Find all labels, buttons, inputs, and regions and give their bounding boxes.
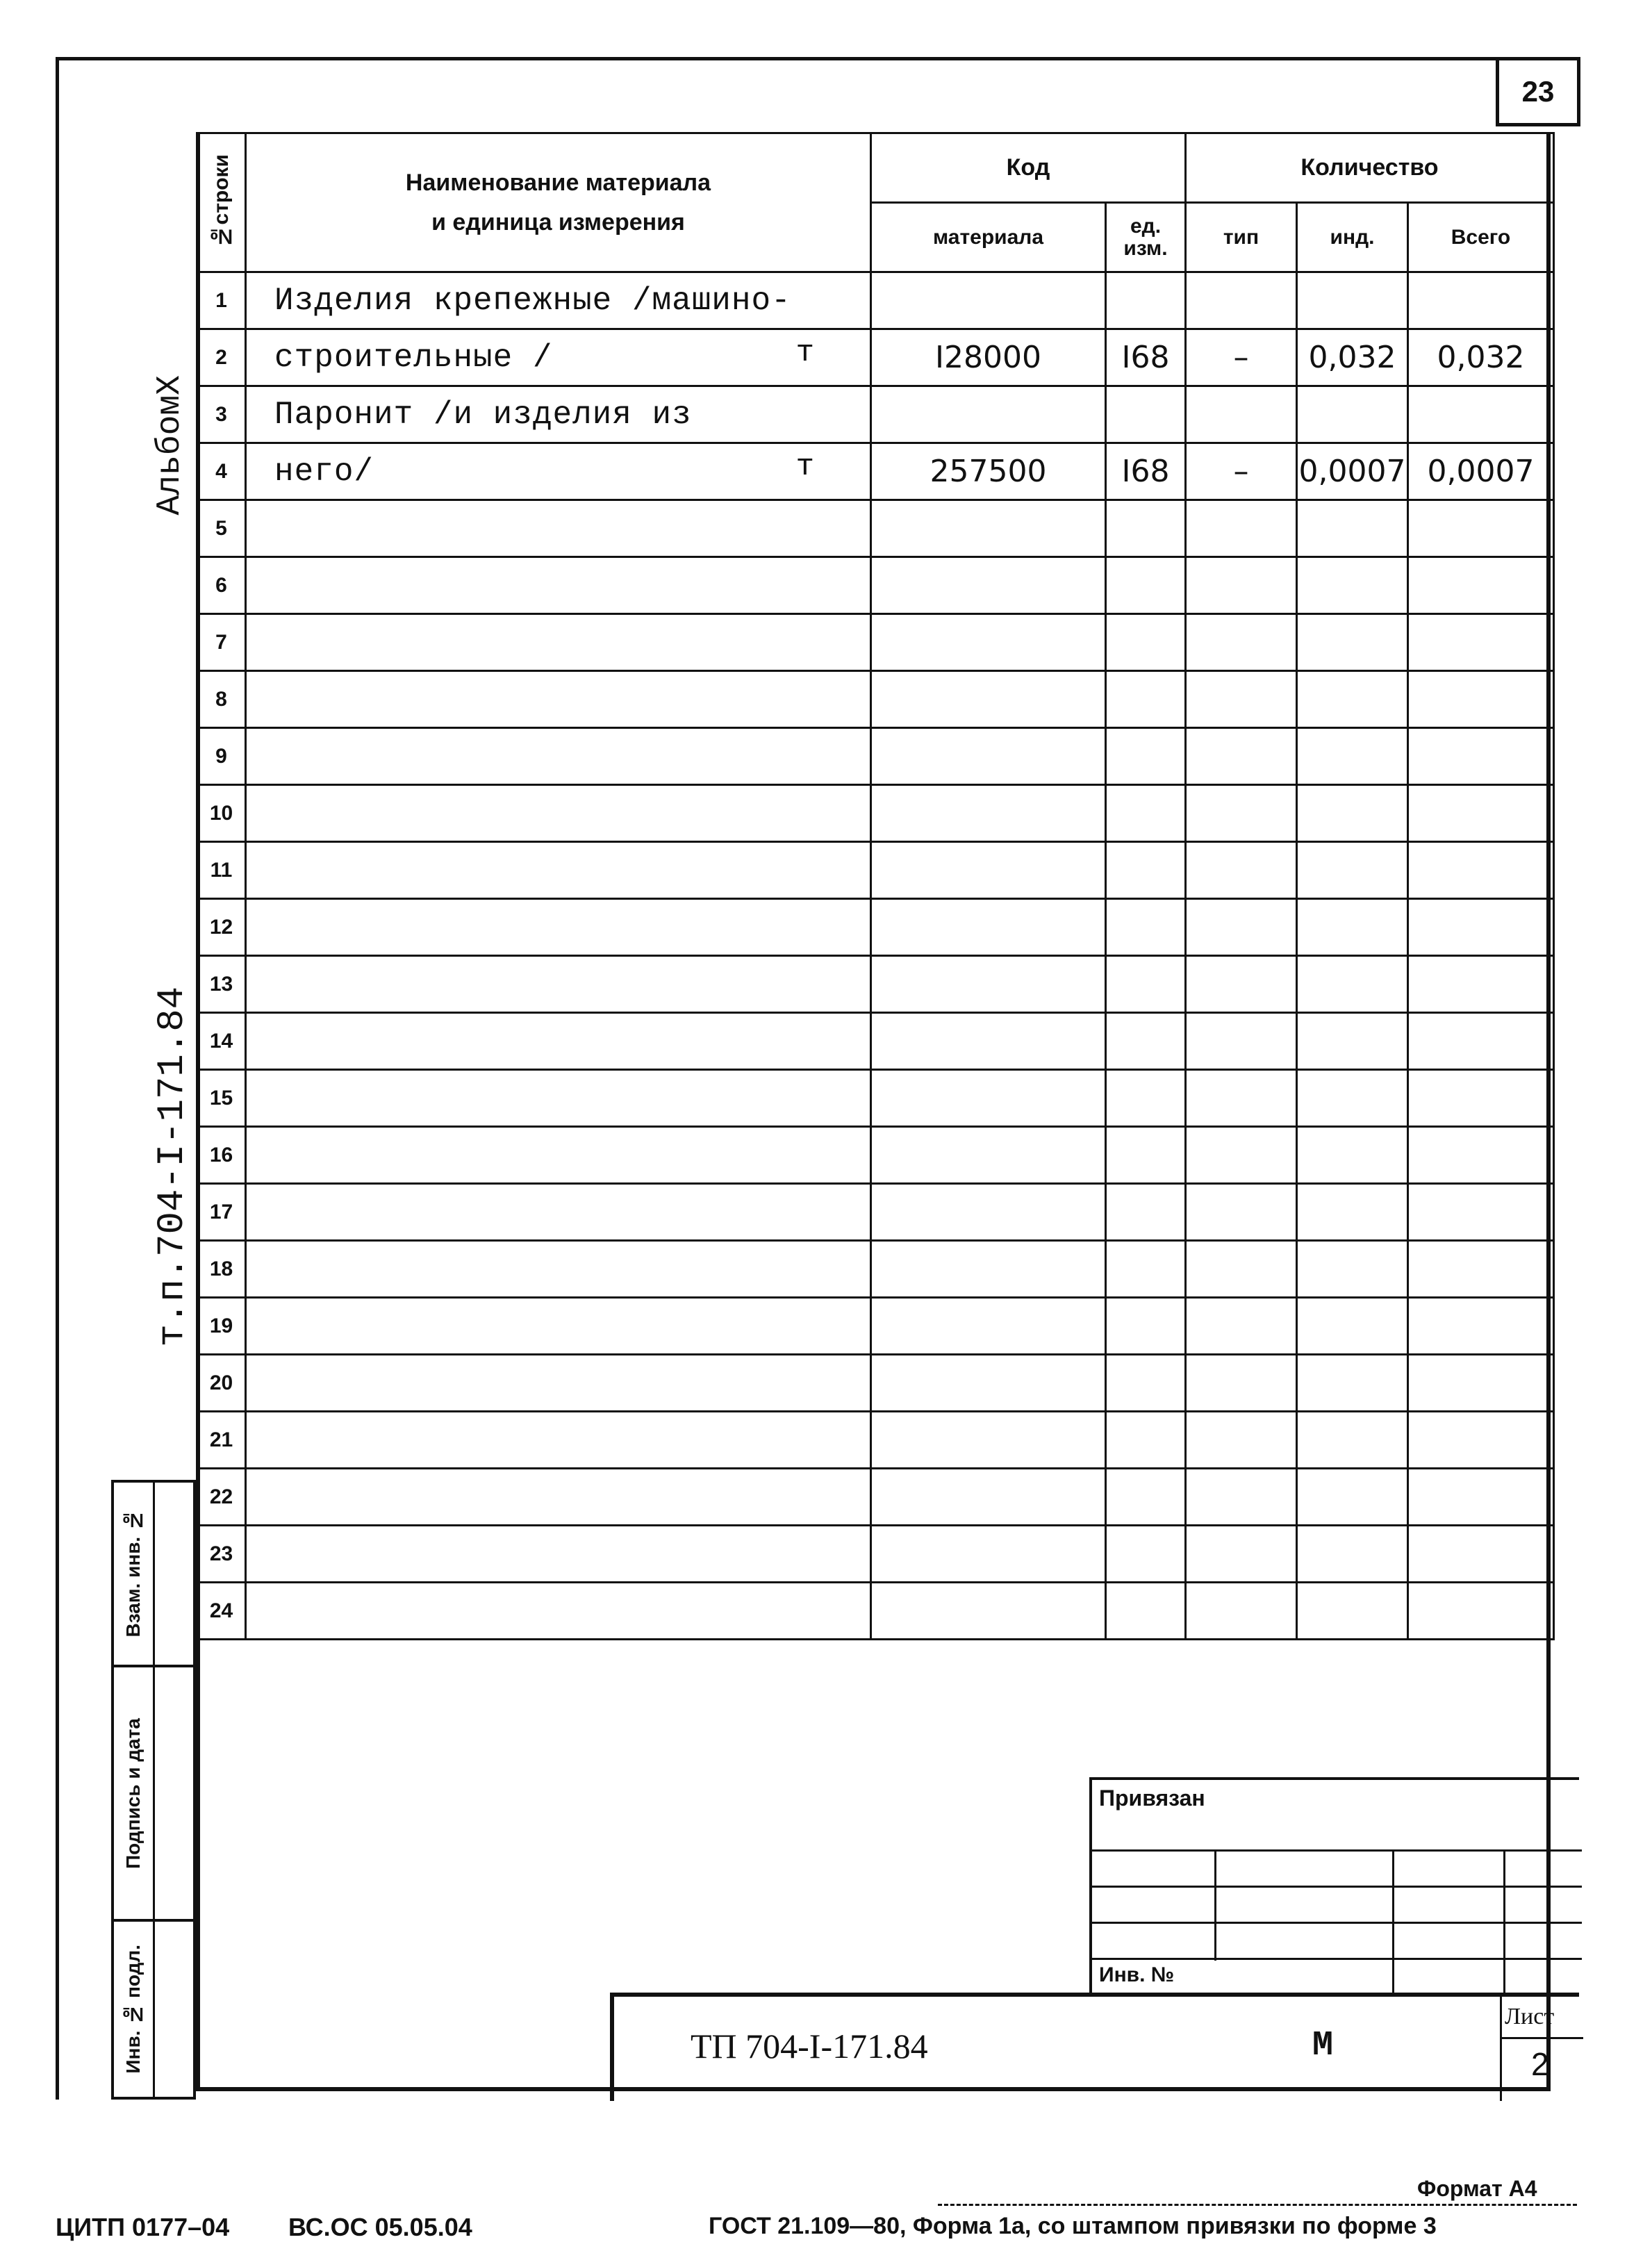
row-total: [1408, 272, 1554, 329]
row-ind: [1297, 671, 1408, 728]
row-type: [1186, 557, 1297, 614]
row-code: [871, 614, 1106, 671]
row-type: [1186, 272, 1297, 329]
table-row: [197, 1412, 1554, 1469]
row-unit-code: [1106, 1127, 1186, 1184]
row-name: [246, 842, 871, 899]
row-name: [246, 785, 871, 842]
table-row: [197, 1070, 1554, 1127]
row-name: [246, 500, 871, 557]
row-unit-code: [1106, 1583, 1186, 1640]
row-code: [871, 1298, 1106, 1355]
row-ind: [1297, 1526, 1408, 1583]
row-ind: [1297, 1583, 1408, 1640]
row-number: 23: [197, 1526, 246, 1583]
row-number: 12: [197, 899, 246, 956]
table-row: [197, 500, 1554, 557]
row-total: [1408, 1127, 1554, 1184]
row-unit-code: [1106, 557, 1186, 614]
row-name-text: Паронит /и изделия из: [274, 396, 692, 433]
row-number: 14: [197, 1013, 246, 1070]
table-row: [197, 557, 1554, 614]
footer-divider: [938, 2204, 1577, 2206]
row-type: [1186, 1526, 1297, 1583]
row-type: [1186, 1469, 1297, 1526]
row-code: [871, 1526, 1106, 1583]
row-unit: т: [795, 450, 814, 484]
row-total: [1408, 1526, 1554, 1583]
row-total: [1408, 1469, 1554, 1526]
row-code: I28000: [871, 329, 1106, 386]
row-name: [246, 671, 871, 728]
row-unit-code: [1106, 614, 1186, 671]
row-ind: [1297, 500, 1408, 557]
row-total: [1408, 1241, 1554, 1298]
row-type: –: [1186, 329, 1297, 386]
row-total: [1408, 1412, 1554, 1469]
footer-gost: ГОСТ 21.109—80, Форма 1а, со штампом привязки по форме 3: [709, 2213, 1437, 2239]
row-type: [1186, 614, 1297, 671]
row-type: [1186, 1070, 1297, 1127]
row-total: [1408, 1355, 1554, 1412]
row-number: 15: [197, 1070, 246, 1127]
row-code: [871, 1184, 1106, 1241]
header-code-unit: ед. изм.: [1106, 203, 1186, 272]
row-type: [1186, 1298, 1297, 1355]
table-row: [197, 728, 1554, 785]
row-name: [246, 1583, 871, 1640]
row-unit-code: [1106, 1412, 1186, 1469]
row-name: [246, 1412, 871, 1469]
row-total: [1408, 671, 1554, 728]
doc-code: ТП 704-I-171.84: [691, 2027, 928, 2066]
row-total: [1408, 1013, 1554, 1070]
row-type: [1186, 1127, 1297, 1184]
row-total: [1408, 785, 1554, 842]
row-unit-code: [1106, 671, 1186, 728]
header-qty-ind: инд.: [1297, 203, 1408, 272]
row-ind: [1297, 785, 1408, 842]
row-number: 24: [197, 1583, 246, 1640]
row-total: [1408, 899, 1554, 956]
stamp-inv-podl: Инв. № подл.: [111, 1919, 196, 2100]
row-name: [246, 443, 871, 500]
row-ind: [1297, 728, 1408, 785]
row-total: [1408, 1184, 1554, 1241]
row-ind: [1297, 1070, 1408, 1127]
row-name: [246, 1127, 871, 1184]
sheet-number: 23: [1496, 57, 1580, 126]
table-row: [197, 1583, 1554, 1640]
row-unit-code: [1106, 1070, 1186, 1127]
row-number: 18: [197, 1241, 246, 1298]
row-unit-code: [1106, 1241, 1186, 1298]
row-ind: [1297, 1469, 1408, 1526]
binding-stamp-label: Привязан: [1099, 1786, 1205, 1811]
row-type: [1186, 1355, 1297, 1412]
row-number: 1: [197, 272, 246, 329]
row-number: 21: [197, 1412, 246, 1469]
row-name: [246, 386, 871, 443]
row-type: [1186, 956, 1297, 1013]
row-name: [246, 1469, 871, 1526]
table-row: [197, 1355, 1554, 1412]
sheet-value: 2: [1531, 2046, 1549, 2082]
row-type: [1186, 386, 1297, 443]
row-code: [871, 1412, 1106, 1469]
row-unit: т: [795, 336, 814, 370]
row-number: 8: [197, 671, 246, 728]
row-type: [1186, 1184, 1297, 1241]
row-code: [871, 1241, 1106, 1298]
row-unit-code: [1106, 500, 1186, 557]
row-name: [246, 1184, 871, 1241]
row-unit-code: I68: [1106, 329, 1186, 386]
binding-stamp: [1089, 1777, 1579, 1994]
doc-mark: М: [1312, 2026, 1334, 2066]
table-row: [197, 956, 1554, 1013]
row-unit-code: [1106, 728, 1186, 785]
side-title-doc: т.п.704-I-171.84: [151, 987, 194, 1347]
row-name: [246, 614, 871, 671]
table-row: [197, 671, 1554, 728]
row-name: [246, 1526, 871, 1583]
row-unit-code: [1106, 899, 1186, 956]
row-number: 9: [197, 728, 246, 785]
row-name-text: него/: [274, 453, 374, 490]
row-ind: [1297, 557, 1408, 614]
row-type: [1186, 1241, 1297, 1298]
row-ind: [1297, 272, 1408, 329]
header-row-number: №строки: [197, 133, 246, 272]
row-type: [1186, 1013, 1297, 1070]
header-quantity: Количество: [1186, 133, 1554, 203]
table-row: [197, 443, 1554, 500]
table-row: [197, 899, 1554, 956]
header-qty-total: Всего: [1408, 203, 1554, 272]
table-row: [197, 386, 1554, 443]
row-number: 16: [197, 1127, 246, 1184]
row-name: [246, 728, 871, 785]
row-unit-code: [1106, 956, 1186, 1013]
row-code: [871, 1469, 1106, 1526]
row-number: 4: [197, 443, 246, 500]
row-unit-code: [1106, 272, 1186, 329]
row-ind: [1297, 1241, 1408, 1298]
row-number: 20: [197, 1355, 246, 1412]
row-total: [1408, 842, 1554, 899]
row-number: 6: [197, 557, 246, 614]
row-total: [1408, 1583, 1554, 1640]
row-total: [1408, 500, 1554, 557]
row-unit-code: [1106, 1469, 1186, 1526]
title-block: [610, 1993, 1579, 2101]
row-type: [1186, 899, 1297, 956]
row-ind: [1297, 842, 1408, 899]
row-name: [246, 1070, 871, 1127]
binding-stamp-inv: Инв. №: [1099, 1963, 1175, 1986]
row-ind: [1297, 614, 1408, 671]
row-code: [871, 386, 1106, 443]
row-code: [871, 1013, 1106, 1070]
row-code: [871, 1127, 1106, 1184]
row-total: [1408, 614, 1554, 671]
row-unit-code: [1106, 1298, 1186, 1355]
table-row: [197, 1298, 1554, 1355]
row-code: [871, 557, 1106, 614]
table-row: [197, 785, 1554, 842]
row-total: [1408, 557, 1554, 614]
row-type: [1186, 1583, 1297, 1640]
row-ind: 0,032: [1297, 329, 1408, 386]
row-number: 2: [197, 329, 246, 386]
row-type: [1186, 1412, 1297, 1469]
row-name: [246, 272, 871, 329]
row-total: 0,0007: [1408, 443, 1554, 500]
row-type: [1186, 671, 1297, 728]
row-number: 22: [197, 1469, 246, 1526]
format-label: Формат А4: [1417, 2176, 1537, 2201]
row-code: [871, 500, 1106, 557]
row-type: [1186, 500, 1297, 557]
row-name-text: строительные /: [274, 339, 553, 376]
row-unit-code: [1106, 1355, 1186, 1412]
row-name: [246, 557, 871, 614]
row-unit-code: [1106, 1013, 1186, 1070]
row-unit-code: I68: [1106, 443, 1186, 500]
row-code: [871, 1070, 1106, 1127]
table-row: [197, 1184, 1554, 1241]
row-name: [246, 1241, 871, 1298]
row-type: [1186, 842, 1297, 899]
row-total: [1408, 956, 1554, 1013]
row-number: 7: [197, 614, 246, 671]
row-type: [1186, 728, 1297, 785]
table-row: [197, 1526, 1554, 1583]
row-code: [871, 899, 1106, 956]
row-ind: [1297, 386, 1408, 443]
row-name: [246, 329, 871, 386]
side-title-album: АльбомХ: [151, 375, 189, 516]
row-code: [871, 1355, 1106, 1412]
table-row: [197, 1469, 1554, 1526]
row-number: 3: [197, 386, 246, 443]
table-row: [197, 272, 1554, 329]
footer-code: ЦИТП 0177–04: [56, 2213, 230, 2241]
row-ind: [1297, 956, 1408, 1013]
row-ind: [1297, 1355, 1408, 1412]
row-number: 11: [197, 842, 246, 899]
row-code: [871, 785, 1106, 842]
row-total: 0,032: [1408, 329, 1554, 386]
header-qty-type: тип: [1186, 203, 1297, 272]
row-number: 19: [197, 1298, 246, 1355]
header-name: Наименование материала и единица измерения: [246, 133, 871, 272]
row-number: 13: [197, 956, 246, 1013]
header-code: Код: [871, 133, 1186, 203]
row-name: [246, 1298, 871, 1355]
row-code: [871, 671, 1106, 728]
row-unit-code: [1106, 785, 1186, 842]
row-code: [871, 1583, 1106, 1640]
row-name-text: Изделия крепежные /машино-: [274, 282, 791, 319]
materials-table: [196, 132, 1555, 1640]
row-ind: [1297, 1298, 1408, 1355]
header-code-material: материала: [871, 203, 1106, 272]
table-row: [197, 614, 1554, 671]
row-unit-code: [1106, 1184, 1186, 1241]
row-ind: [1297, 1013, 1408, 1070]
row-code: [871, 728, 1106, 785]
row-total: [1408, 1298, 1554, 1355]
stamp-vzam-inv: Взам. инв. №: [111, 1480, 196, 1667]
row-number: 17: [197, 1184, 246, 1241]
table-row: [197, 1241, 1554, 1298]
row-total: [1408, 728, 1554, 785]
row-code: [871, 956, 1106, 1013]
row-ind: [1297, 899, 1408, 956]
row-code: [871, 842, 1106, 899]
row-number: 5: [197, 500, 246, 557]
row-type: –: [1186, 443, 1297, 500]
row-name: [246, 956, 871, 1013]
row-unit-code: [1106, 1526, 1186, 1583]
row-ind: [1297, 1412, 1408, 1469]
row-ind: [1297, 1184, 1408, 1241]
table-row: [197, 842, 1554, 899]
row-total: [1408, 386, 1554, 443]
row-unit-code: [1106, 386, 1186, 443]
sheet-label: Лист: [1505, 2004, 1555, 2029]
row-code: [871, 272, 1106, 329]
row-name: [246, 1355, 871, 1412]
row-code: 257500: [871, 443, 1106, 500]
row-name: [246, 899, 871, 956]
footer-series: ВС.ОС 05.05.04: [288, 2213, 472, 2241]
table-row: [197, 329, 1554, 386]
row-total: [1408, 1070, 1554, 1127]
table-row: [197, 1013, 1554, 1070]
row-number: 10: [197, 785, 246, 842]
row-unit-code: [1106, 842, 1186, 899]
row-type: [1186, 785, 1297, 842]
stamp-signature-date: Подпись и дата: [111, 1665, 196, 1922]
table-row: [197, 1127, 1554, 1184]
row-name: [246, 1013, 871, 1070]
row-ind: 0,0007: [1297, 443, 1408, 500]
row-ind: [1297, 1127, 1408, 1184]
